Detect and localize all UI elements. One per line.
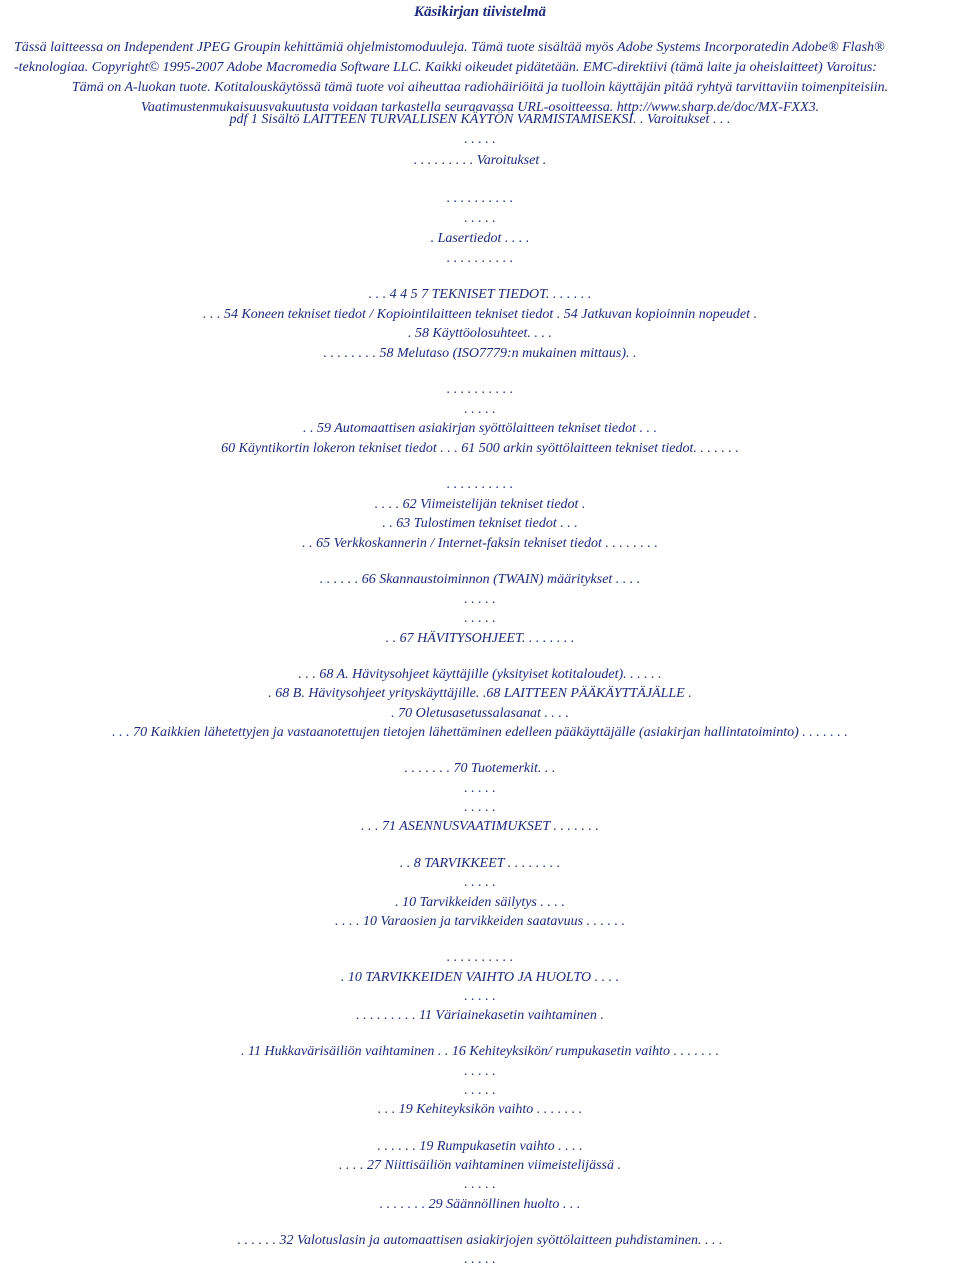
toc-line: . . . . . bbox=[464, 592, 496, 607]
intro-paragraph bbox=[14, 38, 946, 118]
toc-line: . . . . . . . . . . bbox=[446, 477, 514, 492]
toc-line: . 68 B. Hävitysohjeet yrityskäyttäjille. .68 LAITTEEN PÄÄKÄYTTÄJÄLLE . bbox=[268, 686, 692, 701]
toc-line: . . 63 Tulostimen tekniset tiedot . . . bbox=[382, 516, 578, 531]
toc-line: . . . . . bbox=[464, 211, 496, 226]
toc-line: . . . . . bbox=[464, 800, 496, 815]
toc-line: . . . . . bbox=[464, 989, 496, 1004]
toc-line: . . . 4 4 5 7 TEKNISET TIEDOT. . . . . . . bbox=[368, 287, 592, 302]
toc-line: . . . . 10 Varaosien ja tarvikkeiden saatavuus . . . . . . bbox=[334, 914, 626, 929]
toc-line: . . . . . . . 70 Tuotemerkit. . . bbox=[404, 761, 556, 776]
toc-line: . . . 19 Kehiteyksikön vaihto . . . . . . . bbox=[377, 1102, 583, 1117]
toc-line: . . . . . . . . . . bbox=[446, 382, 514, 397]
toc-line: . . 67 HÄVITYSOHJEET. . . . . . . . bbox=[385, 631, 575, 646]
toc-line: . . . . . . . . . . bbox=[446, 950, 514, 965]
toc-line: . . . 54 Koneen tekniset tiedot / Kopiointilaitteen tekniset tiedot . 54 Jatkuvan kopioinnin nopeudet . bbox=[202, 307, 758, 322]
toc-line: . . 8 TARVIKKEET . . . . . . . . bbox=[399, 856, 561, 871]
toc-line: . 10 TARVIKKEIDEN VAIHTO JA HUOLTO . . . . bbox=[340, 970, 620, 985]
toc-line: . . 59 Automaattisen asiakirjan syöttölaitteen tekniset tiedot . . . bbox=[303, 421, 657, 436]
toc-line: . . . 70 Kaikkien lähetettyjen ja vastaanotettujen tietojen lähettäminen edelleen pääkäyttäjälle (asiakirjan hallintatoiminto) . . . . . . . bbox=[112, 725, 848, 740]
toc-line: . . . . . bbox=[464, 1083, 496, 1098]
toc-line: . 10 Tarvikkeiden säilytys . . . . bbox=[395, 895, 565, 910]
toc-line: . . . . . . 32 Valotuslasin ja automaattisen asiakirjojen syöttölaitteen puhdistaminen. . . . bbox=[237, 1233, 723, 1248]
toc-line: . . . . . . . . . 11 Väriainekasetin vaihtaminen . bbox=[356, 1008, 604, 1023]
toc-line: . . . . . bbox=[464, 611, 496, 626]
toc-line: 60 Käyntikortin lokeron tekniset tiedot . . . 61 500 arkin syöttölaitteen tekniset tiedot. . . . . . . bbox=[221, 441, 739, 456]
toc-line: . 70 Oletusasetussalasanat . . . . bbox=[391, 706, 569, 721]
toc-line: . . . . 62 Viimeistelijän tekniset tiedot . bbox=[374, 497, 586, 512]
toc-line: . . . . . bbox=[464, 1252, 496, 1267]
intro-line: -teknologiaa. Copyright© 1995-2007 Adobe Macromedia Software LLC. Kaikki oikeudet pidätetään. EMC-direktiivi (tämä laite ja oheislaitteet) Varoitus: bbox=[14, 60, 877, 75]
toc-line: . . . . . bbox=[464, 1064, 496, 1079]
toc-line: . . 65 Verkkoskannerin / Internet-faksin tekniset tiedot . . . . . . . . bbox=[302, 536, 658, 551]
toc-line: pdf 1 Sisältö LAITTEEN TURVALLISEN KÄYTÖN VARMISTAMISEKSI. . Varoitukset . . . bbox=[229, 112, 731, 127]
toc-line: . Lasertiedot . . . . bbox=[430, 231, 530, 246]
toc-line: . . . . . . 66 Skannaustoiminnon (TWAIN) määritykset . . . . bbox=[319, 572, 641, 587]
intro-line: Tämä on A-luokan tuote. Kotitalouskäytössä tämä tuote voi aiheuttaa radiohäiriöitä ja tuolloin käyttäjän pitää ryhtyä tarvittaviin toimenpiteisiin. bbox=[71, 80, 889, 95]
toc-line: . . . . . . 19 Rumpukasetin vaihto . . . . bbox=[377, 1139, 583, 1154]
toc-line: . . . . . bbox=[464, 781, 496, 796]
document-title: Käsikirjan tiivistelmä bbox=[413, 4, 547, 20]
toc-line: . . . . . . . . . Varoitukset . bbox=[413, 153, 547, 168]
intro-line: Vaatimustenmukaisuusvakuutusta voidaan tarkastella seuraavassa URL-osoitteessa. http://www.sharp.de/doc/MX-FXX3. bbox=[140, 100, 820, 115]
toc-line: . . . . 27 Niittisäiliön vaihtaminen viimeistelijässä . bbox=[339, 1158, 621, 1173]
toc-line: . 11 Hukkavärisäiliön vaihtaminen . . 16 Kehiteyksikön/ rumpukasetin vaihto . . . . . . . bbox=[241, 1044, 719, 1059]
toc-line: . . . . . bbox=[464, 132, 496, 147]
toc-line: . . . . . . . . . . bbox=[446, 251, 514, 266]
toc-line: . . . . . . . . . . bbox=[446, 191, 514, 206]
intro-line: Tässä laitteessa on Independent JPEG Groupin kehittämiä ohjelmistomoduuleja. Tämä tuote sisältää myös Adobe Systems Incorporatedin Adobe® Flash® bbox=[14, 40, 885, 55]
toc-line: . . . . . bbox=[464, 402, 496, 417]
toc-line: . . . . . bbox=[464, 1177, 496, 1192]
toc-line: . 58 Käyttöolosuhteet. . . . bbox=[408, 326, 552, 341]
toc-line: . . . 71 ASENNUSVAATIMUKSET . . . . . . . bbox=[361, 819, 599, 834]
toc-line: . . . . . bbox=[464, 875, 496, 890]
toc-line: . . . . . . . 29 Säännöllinen huolto . . . bbox=[379, 1197, 581, 1212]
toc-line: . . . . . . . . 58 Melutaso (ISO7779:n mukainen mittaus). . bbox=[323, 346, 637, 361]
toc-line: . . . 68 A. Hävitysohjeet käyttäjille (yksityiset kotitaloudet). . . . . . bbox=[298, 667, 662, 682]
